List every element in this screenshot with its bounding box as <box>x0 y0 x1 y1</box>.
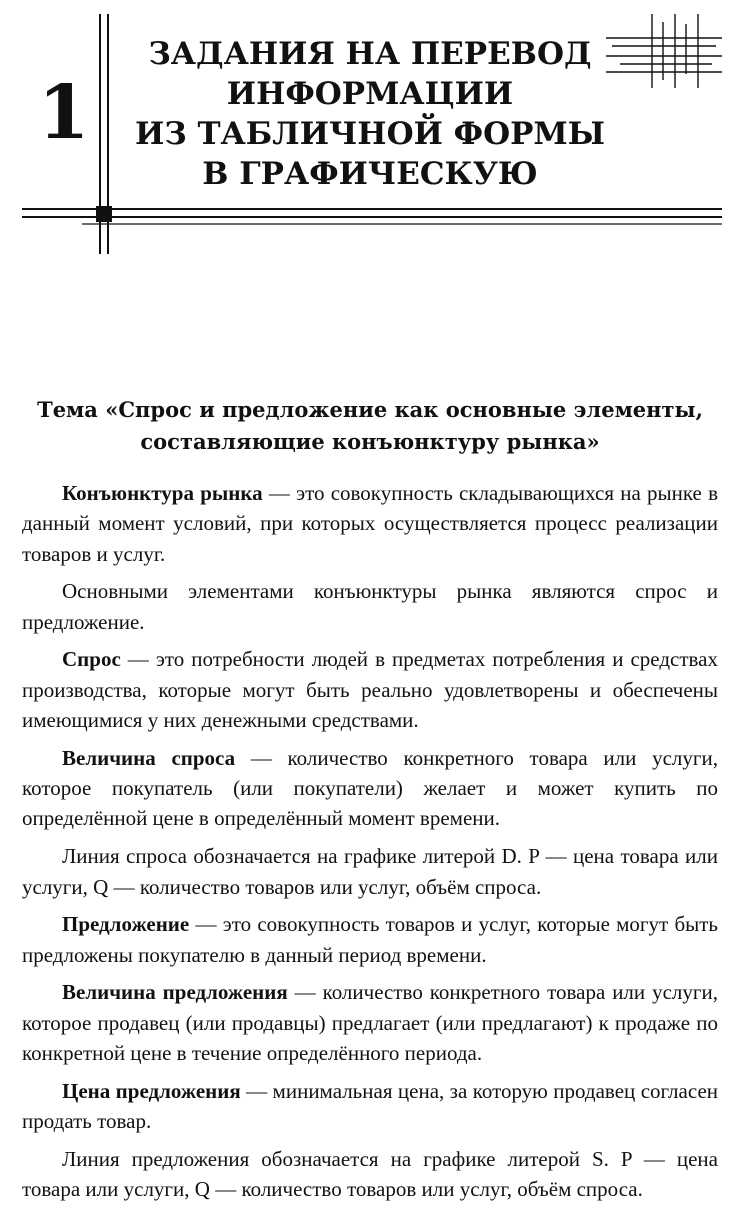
definition-text: — это совокупность складывающихся на рынке в данный момент условий, при которых осуществляется процесс реализации товаров и услуг. <box>22 481 718 566</box>
term-supply: Предложение <box>62 912 190 937</box>
term-quantity-supplied: Величина предложения <box>62 980 288 1005</box>
chapter-title-line: ИНФОРМАЦИИ <box>226 76 514 112</box>
paragraph-quantity-supplied <box>22 977 718 1068</box>
paragraph-text: Линия предложения обозначается на графике литерой S. P — цена товара или услуги, Q — количество товаров или услуг, объём спроса. <box>22 1146 718 1202</box>
paragraph-demand-line <box>22 841 718 902</box>
definition-text: — это потребности людей в предметах потребления и средствах производства, которые могут быть реально удовлетворены и обеспечены имеющимися у них денежными средствами. <box>22 647 718 733</box>
term-market-conditions: Конъюнктура рынка <box>62 481 263 505</box>
paragraph-text: Линия спроса обозначается на графике литерой D. P — цена товара или услуги, Q — количество товаров или услуг, объём спроса. <box>22 844 718 899</box>
definition-text: — минимальная цена, за которую продавец согласен продать товар. <box>22 1078 718 1134</box>
chapter-title-line: ИЗ ТАБЛИЧНОЙ ФОРМЫ <box>135 116 605 152</box>
chapter-number: 1 <box>38 70 90 156</box>
chapter-title-line: ЗАДАНИЯ НА ПЕРЕВОД <box>148 36 592 72</box>
topic-title-line: Тема «Спрос и предложение как основные элементы, <box>37 397 703 422</box>
term-supply-price: Цена предложения <box>62 1078 241 1103</box>
topic-title <box>22 394 718 458</box>
chapter-title-line: В ГРАФИЧЕСКУЮ <box>202 156 538 192</box>
definition-text: — количество конкретного товара или услуги, которое продавец (или продавцы) предлагает (или предлагают) к продаже по конкретной цене в течение определённого периода. <box>22 980 718 1066</box>
definition-text: — количество конкретного товара или услуги, которое покупатель (или покупатели) желает и может купить по определённой цене в определённый момент времени. <box>22 745 718 831</box>
paragraph-market-conditions <box>22 478 718 569</box>
term-demand: Спрос <box>62 647 121 672</box>
paragraph-quantity-demanded <box>22 743 718 834</box>
paragraph-demand <box>22 644 718 735</box>
paragraph-supply <box>22 909 718 970</box>
term-quantity-demanded: Величина спроса <box>62 745 236 770</box>
paragraph-text: Основными элементами конъюнктуры рынка являются спрос и предложение. <box>22 579 718 634</box>
paragraph-supply-price <box>22 1076 718 1137</box>
paragraph-supply-line <box>22 1144 718 1205</box>
topic-title-line: составляющие конъюнктуру рынка» <box>140 429 600 454</box>
definition-text: — это совокупность товаров и услуг, которые могут быть предложены покупателю в данный период времени. <box>22 912 718 967</box>
paragraph-main-elements <box>22 576 718 637</box>
body-text <box>22 478 718 1212</box>
chapter-title <box>130 34 610 194</box>
